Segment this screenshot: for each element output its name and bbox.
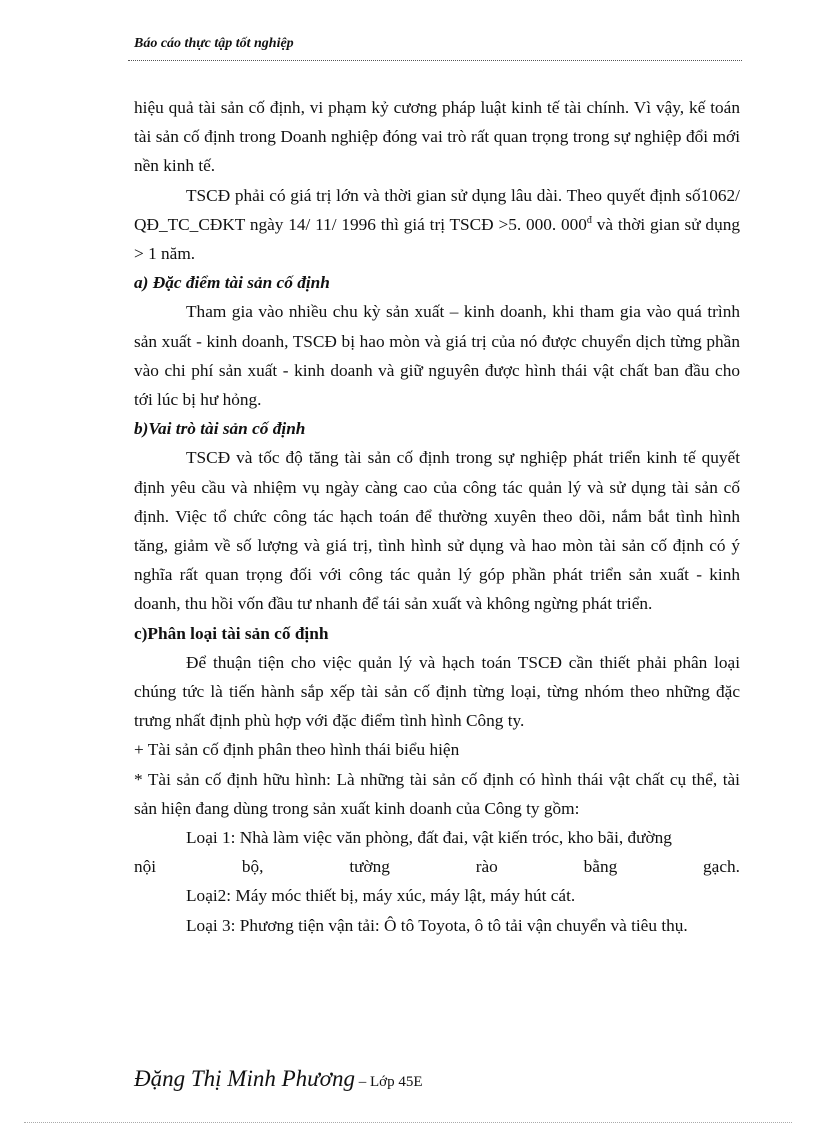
paragraph-4: TSCĐ và tốc độ tăng tài sản cố định trong sự nghiệp phát triển kinh tế quyết định yêu cầu và nhiệm vụ ngày càng cao của công tác quản lý và sử dụng tài sản cố định. Việc tổ chức công tác hạch toán để thường xuyên theo dõi, nắm bắt tình hình tăng, giảm về số lượng và giá trị, tình hình sử dụng và hao mòn tài sản cố định có ý nghĩa rất quan trọng đối với công tác quản lý góp phần phát triển sản xuất - kinh doanh, thu hồi vốn đầu tư nhanh để tái sản xuất và không ngừng phát triển.: [134, 448, 740, 614]
paragraph-5: Để thuận tiện cho việc quản lý và hạch toán TSCĐ cần thiết phải phân loại chúng tức là tiến hành sắp xếp tài sản cố định từng loại, từng nhóm theo những đặc trưng nhất định phù hợp với đặc điểm tình hình Công ty.: [134, 652, 740, 731]
author-class: – Lớp 45E: [354, 1074, 423, 1090]
paragraph-6: + Tài sản cố định phân theo hình thái biểu hiện: [134, 740, 460, 760]
paragraph-2: [134, 181, 740, 269]
heading-b: b)Vai trò tài sản cố định: [134, 419, 306, 439]
paragraph-8-line-1: Loại 1: Nhà làm việc văn phòng, đất đai, vật kiến tróc, kho bãi, đường: [186, 828, 672, 848]
header-divider: [128, 60, 742, 61]
paragraph-9: Loại2: Máy móc thiết bị, máy xúc, máy lật, máy hút cát.: [186, 886, 576, 906]
paragraph-3: Tham gia vào nhiều chu kỳ sản xuất – kinh doanh, khi tham gia vào quá trình sản xuất - kinh doanh, TSCĐ bị hao mòn và giá trị của nó được chuyển dịch từng phần vào chi phí sản xuất - kinh doanh và giữ nguyên được hình thái vật chất ban đầu cho tới lúc bị hư hỏng.: [134, 302, 740, 410]
paragraph-1: hiệu quả tài sản cố định, vi phạm kỷ cương pháp luật kinh tế tài chính. Vì vậy, kế toán tài sản cố định trong Doanh nghiệp đóng vai trò rất quan trọng trong sự nghiệp đổi mới nền kinh tế.: [134, 98, 740, 176]
heading-c: c)Phân loại tài sản cố định: [134, 623, 329, 643]
document-body: [134, 93, 740, 940]
paragraph-10: Loại 3: Phương tiện vận tải: Ô tô Toyota, ô tô tải vận chuyển và tiêu thụ.: [186, 915, 688, 935]
paragraph-2-end: và thời gian sử dụng > 1 năm.: [134, 214, 740, 264]
heading-a: a) Đặc điểm tài sản cố định: [134, 273, 330, 293]
paragraph-7: * Tài sản cố định hữu hình: Là những tài sản cố định có hình thái vật chất cụ thể, tài sản hiện đang dùng trong sản xuất kinh doanh của Công ty gồm:: [134, 769, 740, 818]
paragraph-2-text: TSCĐ phải có giá trị lớn và thời gian sử dụng lâu dài. Theo quyết định số1062/ QĐ_TC_CĐKT ngày 14/ 11/ 1996 thì giá trị TSCĐ >5. 000. 000: [134, 185, 740, 234]
currency-superscript: đ: [586, 215, 592, 227]
author-name: Đặng Thị Minh Phương: [134, 1066, 355, 1091]
page-footer: [134, 1066, 740, 1092]
page-header-title: Báo cáo thực tập tốt nghiệp: [134, 36, 294, 51]
paragraph-8-line-2: nội bộ, tường rào bằng gạch.: [134, 857, 740, 877]
